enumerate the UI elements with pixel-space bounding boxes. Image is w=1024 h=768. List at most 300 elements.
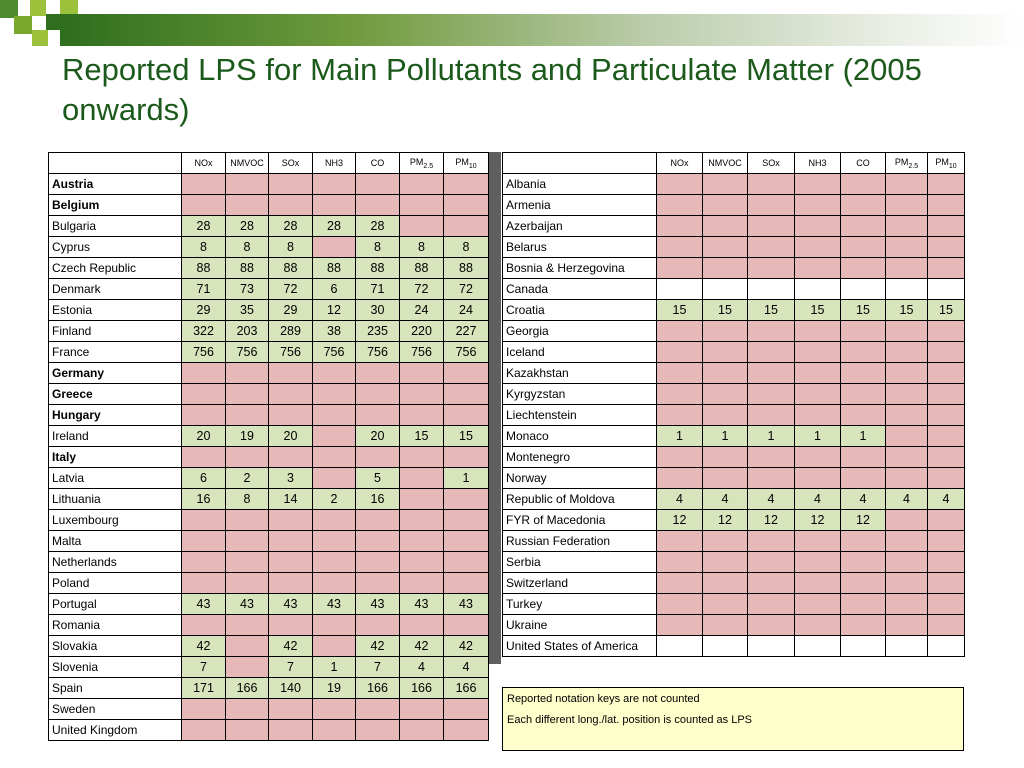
- value-cell: [269, 615, 313, 636]
- value-cell: 12: [795, 510, 841, 531]
- value-cell: [226, 573, 269, 594]
- value-cell: [703, 216, 748, 237]
- value-cell: [269, 531, 313, 552]
- value-cell: [886, 636, 928, 657]
- table-row: [49, 300, 489, 321]
- value-cell: [928, 468, 965, 489]
- value-cell: [748, 384, 795, 405]
- value-cell: [269, 573, 313, 594]
- value-cell: [886, 279, 928, 300]
- left-header-sox: SOx: [269, 153, 313, 174]
- value-cell: [795, 447, 841, 468]
- value-cell: [703, 279, 748, 300]
- value-cell: 227: [444, 321, 489, 342]
- country-name: Finland: [49, 321, 182, 342]
- country-name: Monaco: [503, 426, 657, 447]
- country-name: Switzerland: [503, 573, 657, 594]
- value-cell: 756: [313, 342, 356, 363]
- country-name: Austria: [49, 174, 182, 195]
- value-cell: [313, 615, 356, 636]
- table-row: [503, 447, 965, 468]
- value-cell: 1: [444, 468, 489, 489]
- value-cell: 88: [356, 258, 400, 279]
- value-cell: 88: [269, 258, 313, 279]
- table-row: [503, 468, 965, 489]
- value-cell: 29: [182, 300, 226, 321]
- country-name: Luxembourg: [49, 510, 182, 531]
- country-name: Kazakhstan: [503, 363, 657, 384]
- value-cell: 166: [356, 678, 400, 699]
- value-cell: [657, 594, 703, 615]
- value-cell: [748, 594, 795, 615]
- value-cell: [400, 615, 444, 636]
- value-cell: [356, 720, 400, 741]
- value-cell: [703, 468, 748, 489]
- value-cell: [657, 531, 703, 552]
- value-cell: [356, 531, 400, 552]
- value-cell: [748, 342, 795, 363]
- value-cell: [226, 510, 269, 531]
- country-name: Poland: [49, 573, 182, 594]
- country-name: Russian Federation: [503, 531, 657, 552]
- value-cell: 7: [269, 657, 313, 678]
- value-cell: [886, 405, 928, 426]
- value-cell: [226, 405, 269, 426]
- value-cell: 19: [313, 678, 356, 699]
- country-name: Serbia: [503, 552, 657, 573]
- value-cell: [886, 531, 928, 552]
- value-cell: 15: [444, 426, 489, 447]
- value-cell: 756: [444, 342, 489, 363]
- table-row: [49, 678, 489, 699]
- value-cell: [841, 531, 886, 552]
- value-cell: [886, 594, 928, 615]
- value-cell: 71: [182, 279, 226, 300]
- value-cell: [444, 384, 489, 405]
- value-cell: 1: [313, 657, 356, 678]
- value-cell: [657, 195, 703, 216]
- country-name: Turkey: [503, 594, 657, 615]
- value-cell: [313, 405, 356, 426]
- value-cell: [444, 510, 489, 531]
- value-cell: [841, 237, 886, 258]
- notes-box: [502, 687, 964, 751]
- value-cell: 42: [356, 636, 400, 657]
- value-cell: [269, 552, 313, 573]
- value-cell: [928, 594, 965, 615]
- value-cell: 12: [841, 510, 886, 531]
- value-cell: 4: [400, 657, 444, 678]
- value-cell: [657, 174, 703, 195]
- value-cell: 72: [400, 279, 444, 300]
- right-header-co: CO: [841, 153, 886, 174]
- table-row: [503, 594, 965, 615]
- value-cell: [657, 468, 703, 489]
- table-row: [503, 216, 965, 237]
- value-cell: 43: [226, 594, 269, 615]
- value-cell: [841, 615, 886, 636]
- value-cell: 88: [182, 258, 226, 279]
- table-row: [503, 405, 965, 426]
- value-cell: [703, 342, 748, 363]
- right-header-nh3: NH3: [795, 153, 841, 174]
- table-row: [49, 174, 489, 195]
- value-cell: 171: [182, 678, 226, 699]
- table-row: [49, 258, 489, 279]
- country-name: Bulgaria: [49, 216, 182, 237]
- value-cell: 7: [356, 657, 400, 678]
- table-row: [503, 552, 965, 573]
- value-cell: [795, 174, 841, 195]
- value-cell: [356, 363, 400, 384]
- table-row: [49, 720, 489, 741]
- value-cell: 14: [269, 489, 313, 510]
- table-row: [503, 363, 965, 384]
- value-cell: 6: [182, 468, 226, 489]
- value-cell: [748, 405, 795, 426]
- value-cell: [886, 216, 928, 237]
- value-cell: [928, 216, 965, 237]
- value-cell: [182, 552, 226, 573]
- logo-square-2: [30, 0, 46, 16]
- country-name: United Kingdom: [49, 720, 182, 741]
- country-name: Greece: [49, 384, 182, 405]
- value-cell: [657, 384, 703, 405]
- table-row: [49, 321, 489, 342]
- value-cell: [795, 363, 841, 384]
- country-name: Belgium: [49, 195, 182, 216]
- value-cell: [444, 405, 489, 426]
- value-cell: [269, 699, 313, 720]
- value-cell: 4: [886, 489, 928, 510]
- value-cell: 73: [226, 279, 269, 300]
- value-cell: 72: [444, 279, 489, 300]
- table-row: [503, 321, 965, 342]
- table-row: [49, 384, 489, 405]
- country-name: United States of America: [503, 636, 657, 657]
- value-cell: 28: [313, 216, 356, 237]
- country-name: Ukraine: [503, 615, 657, 636]
- value-cell: [226, 447, 269, 468]
- value-cell: 235: [356, 321, 400, 342]
- value-cell: [657, 573, 703, 594]
- table-row: [49, 573, 489, 594]
- value-cell: 30: [356, 300, 400, 321]
- value-cell: [748, 363, 795, 384]
- left-header-pm25: $PM_{2.5}$: [400, 153, 444, 174]
- value-cell: [657, 258, 703, 279]
- value-cell: [657, 342, 703, 363]
- value-cell: [928, 405, 965, 426]
- value-cell: [182, 405, 226, 426]
- value-cell: [886, 321, 928, 342]
- country-name: Liechtenstein: [503, 405, 657, 426]
- value-cell: [182, 174, 226, 195]
- value-cell: [748, 279, 795, 300]
- value-cell: [795, 615, 841, 636]
- value-cell: 15: [886, 300, 928, 321]
- value-cell: [269, 447, 313, 468]
- value-cell: 166: [226, 678, 269, 699]
- value-cell: [841, 342, 886, 363]
- right-header-nmvoc: NMVOC: [703, 153, 748, 174]
- value-cell: [269, 720, 313, 741]
- value-cell: 15: [795, 300, 841, 321]
- value-cell: [795, 195, 841, 216]
- value-cell: 322: [182, 321, 226, 342]
- country-name: France: [49, 342, 182, 363]
- value-cell: [657, 447, 703, 468]
- value-cell: [182, 510, 226, 531]
- table-row: [49, 405, 489, 426]
- value-cell: [313, 384, 356, 405]
- table-row: [49, 636, 489, 657]
- value-cell: [400, 573, 444, 594]
- value-cell: [841, 384, 886, 405]
- value-cell: [703, 552, 748, 573]
- value-cell: 4: [748, 489, 795, 510]
- value-cell: [841, 174, 886, 195]
- value-cell: 42: [400, 636, 444, 657]
- value-cell: 15: [400, 426, 444, 447]
- table-row: [49, 615, 489, 636]
- value-cell: 43: [313, 594, 356, 615]
- value-cell: 15: [841, 300, 886, 321]
- value-cell: 35: [226, 300, 269, 321]
- table-row: [49, 216, 489, 237]
- value-cell: 24: [444, 300, 489, 321]
- value-cell: 1: [748, 426, 795, 447]
- right-header-nox: NOx: [657, 153, 703, 174]
- table-separator-column: [489, 152, 501, 664]
- country-name: Romania: [49, 615, 182, 636]
- value-cell: [928, 321, 965, 342]
- value-cell: [444, 363, 489, 384]
- table-row: [49, 531, 489, 552]
- country-name: Albania: [503, 174, 657, 195]
- country-name: Spain: [49, 678, 182, 699]
- value-cell: [400, 384, 444, 405]
- value-cell: 756: [269, 342, 313, 363]
- value-cell: 28: [182, 216, 226, 237]
- value-cell: 5: [356, 468, 400, 489]
- value-cell: 88: [444, 258, 489, 279]
- value-cell: [748, 258, 795, 279]
- value-cell: 3: [269, 468, 313, 489]
- value-cell: [795, 321, 841, 342]
- value-cell: 16: [356, 489, 400, 510]
- right-table-body: [503, 174, 965, 657]
- value-cell: [795, 279, 841, 300]
- value-cell: [400, 720, 444, 741]
- value-cell: [841, 636, 886, 657]
- value-cell: [795, 237, 841, 258]
- value-cell: [703, 405, 748, 426]
- country-name: Netherlands: [49, 552, 182, 573]
- value-cell: [795, 468, 841, 489]
- table-row: [49, 552, 489, 573]
- value-cell: [400, 405, 444, 426]
- country-name: Denmark: [49, 279, 182, 300]
- value-cell: [928, 615, 965, 636]
- table-row: [49, 510, 489, 531]
- header-gradient-bar: [60, 14, 1024, 46]
- value-cell: [226, 720, 269, 741]
- value-cell: [748, 237, 795, 258]
- value-cell: [886, 195, 928, 216]
- value-cell: [928, 510, 965, 531]
- country-name: Czech Republic: [49, 258, 182, 279]
- value-cell: 8: [269, 237, 313, 258]
- table-row: [503, 279, 965, 300]
- value-cell: [400, 174, 444, 195]
- value-cell: [703, 594, 748, 615]
- country-name: Latvia: [49, 468, 182, 489]
- value-cell: [886, 573, 928, 594]
- note-notation-keys: Reported notation keys are not counted: [507, 693, 700, 705]
- value-cell: [886, 384, 928, 405]
- country-name: Sweden: [49, 699, 182, 720]
- value-cell: [795, 258, 841, 279]
- value-cell: [886, 258, 928, 279]
- value-cell: [703, 384, 748, 405]
- value-cell: [886, 174, 928, 195]
- value-cell: 15: [748, 300, 795, 321]
- value-cell: [795, 636, 841, 657]
- value-cell: [444, 489, 489, 510]
- value-cell: [928, 363, 965, 384]
- value-cell: [444, 174, 489, 195]
- value-cell: [841, 405, 886, 426]
- value-cell: [928, 573, 965, 594]
- value-cell: 4: [444, 657, 489, 678]
- value-cell: [313, 552, 356, 573]
- table-row: [503, 258, 965, 279]
- left-header-nmvoc: NMVOC: [226, 153, 269, 174]
- value-cell: [841, 363, 886, 384]
- value-cell: [400, 552, 444, 573]
- value-cell: [928, 447, 965, 468]
- value-cell: [886, 447, 928, 468]
- country-name: Belarus: [503, 237, 657, 258]
- value-cell: [657, 279, 703, 300]
- value-cell: [841, 573, 886, 594]
- value-cell: 20: [356, 426, 400, 447]
- value-cell: [313, 468, 356, 489]
- value-cell: [226, 657, 269, 678]
- value-cell: [928, 384, 965, 405]
- country-name: Ireland: [49, 426, 182, 447]
- value-cell: [182, 699, 226, 720]
- right-header-blank: [503, 153, 657, 174]
- value-cell: [444, 615, 489, 636]
- left-header-nox: NOx: [182, 153, 226, 174]
- value-cell: [886, 510, 928, 531]
- table-row: [49, 426, 489, 447]
- country-name: Georgia: [503, 321, 657, 342]
- value-cell: 43: [400, 594, 444, 615]
- table-row: [503, 174, 965, 195]
- value-cell: 8: [356, 237, 400, 258]
- value-cell: [657, 636, 703, 657]
- value-cell: 2: [226, 468, 269, 489]
- value-cell: [313, 720, 356, 741]
- value-cell: 72: [269, 279, 313, 300]
- value-cell: 19: [226, 426, 269, 447]
- logo-square-5: [32, 30, 48, 46]
- value-cell: [400, 363, 444, 384]
- value-cell: [269, 510, 313, 531]
- value-cell: [226, 552, 269, 573]
- value-cell: [703, 447, 748, 468]
- table-row: [49, 489, 489, 510]
- value-cell: 756: [356, 342, 400, 363]
- value-cell: [841, 279, 886, 300]
- value-cell: [269, 384, 313, 405]
- value-cell: 4: [795, 489, 841, 510]
- value-cell: 756: [182, 342, 226, 363]
- value-cell: [313, 447, 356, 468]
- value-cell: [313, 531, 356, 552]
- value-cell: [703, 615, 748, 636]
- country-name: Cyprus: [49, 237, 182, 258]
- value-cell: [886, 363, 928, 384]
- value-cell: [841, 552, 886, 573]
- value-cell: 8: [444, 237, 489, 258]
- table-row: [49, 468, 489, 489]
- value-cell: [657, 237, 703, 258]
- value-cell: [226, 363, 269, 384]
- value-cell: [795, 342, 841, 363]
- note-lps-position: Each different long./lat. position is counted as LPS: [507, 714, 753, 726]
- value-cell: [182, 573, 226, 594]
- value-cell: 220: [400, 321, 444, 342]
- value-cell: 6: [313, 279, 356, 300]
- right-header-sox: SOx: [748, 153, 795, 174]
- value-cell: [444, 573, 489, 594]
- value-cell: [795, 573, 841, 594]
- table-row: [503, 573, 965, 594]
- value-cell: [928, 195, 965, 216]
- value-cell: [841, 216, 886, 237]
- value-cell: [748, 573, 795, 594]
- right-header-row: [503, 153, 965, 174]
- value-cell: 2: [313, 489, 356, 510]
- value-cell: [703, 195, 748, 216]
- value-cell: 166: [444, 678, 489, 699]
- value-cell: 289: [269, 321, 313, 342]
- value-cell: [356, 384, 400, 405]
- country-name: Croatia: [503, 300, 657, 321]
- left-header-co: CO: [356, 153, 400, 174]
- country-name: Malta: [49, 531, 182, 552]
- value-cell: [356, 699, 400, 720]
- value-cell: [313, 573, 356, 594]
- value-cell: 8: [400, 237, 444, 258]
- value-cell: 1: [703, 426, 748, 447]
- table-row: [49, 279, 489, 300]
- logo-square-6: [46, 14, 60, 30]
- value-cell: [356, 615, 400, 636]
- value-cell: 12: [313, 300, 356, 321]
- value-cell: [703, 573, 748, 594]
- value-cell: [313, 174, 356, 195]
- table-row: [49, 195, 489, 216]
- value-cell: 28: [226, 216, 269, 237]
- value-cell: [841, 258, 886, 279]
- value-cell: [928, 237, 965, 258]
- slide-title: Reported LPS for Main Pollutants and Particulate Matter (2005 onwards): [62, 52, 922, 127]
